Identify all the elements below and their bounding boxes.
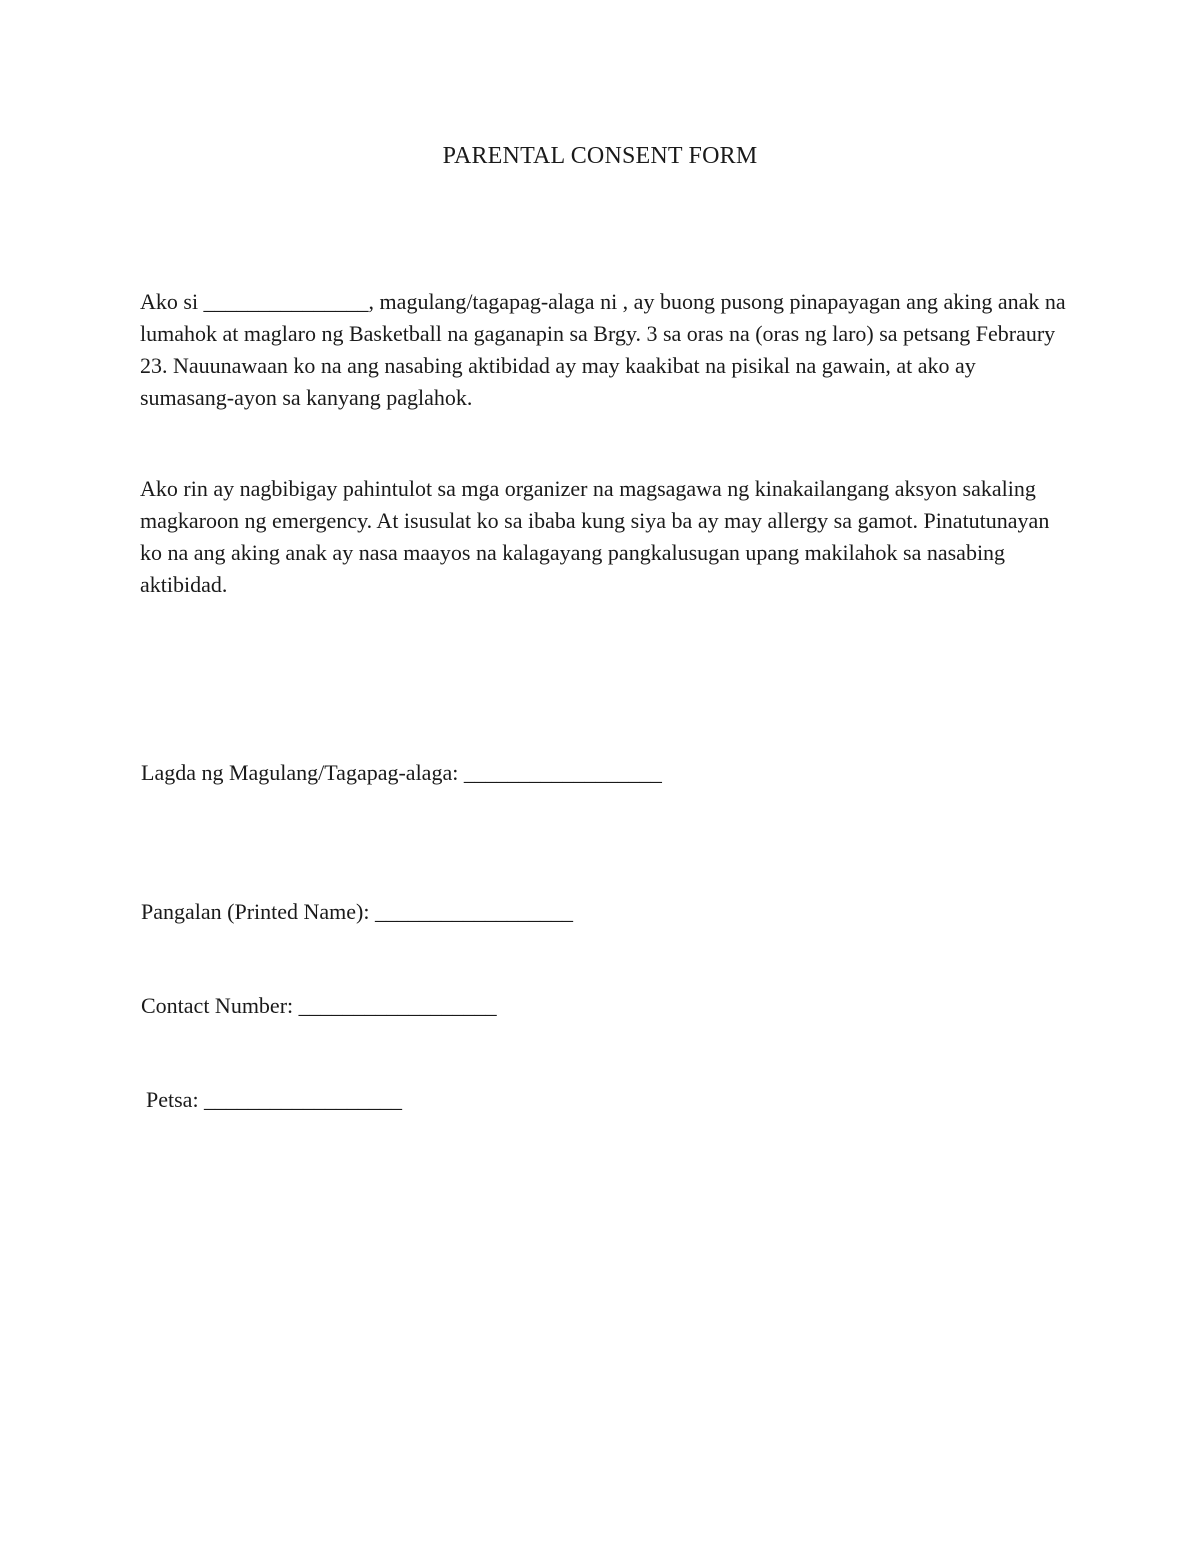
consent-paragraph: Ako si _______________, magulang/tagapag-alaga ni , ay buong pusong pinapayagan ang aking anak na lumahok at maglaro ng Basketball na gaganapin sa Brgy. 3 sa oras na (oras ng laro) sa petsang Febraury 23. Nauunawaan ko na ang nasabing aktibidad ay may kaakibat na pisikal na gawain, at ako ay sumasang-ayon sa kanyang paglahok.: [140, 289, 1066, 410]
printed-name-field: Pangalan (Printed Name): __________________: [141, 899, 573, 924]
date-field: Petsa: __________________: [146, 1087, 403, 1112]
emergency-paragraph: Ako rin ay nagbibigay pahintulot sa mga organizer na magsagawa ng kinakailangang aksyon sakaling magkaroon ng emergency. At isusulat ko sa ibaba kung siya ba ay may allergy sa gamot. Pinatutunayan ko na ang aking anak ay nasa maayos na kalagayang pangkalusugan upang makilahok sa nasabing aktibidad.: [140, 476, 1050, 597]
signature-field: Lagda ng Magulang/Tagapag-alaga: __________________: [141, 760, 662, 785]
contact-number-field: Contact Number: __________________: [141, 993, 497, 1018]
form-title: PARENTAL CONSENT FORM: [442, 143, 758, 169]
